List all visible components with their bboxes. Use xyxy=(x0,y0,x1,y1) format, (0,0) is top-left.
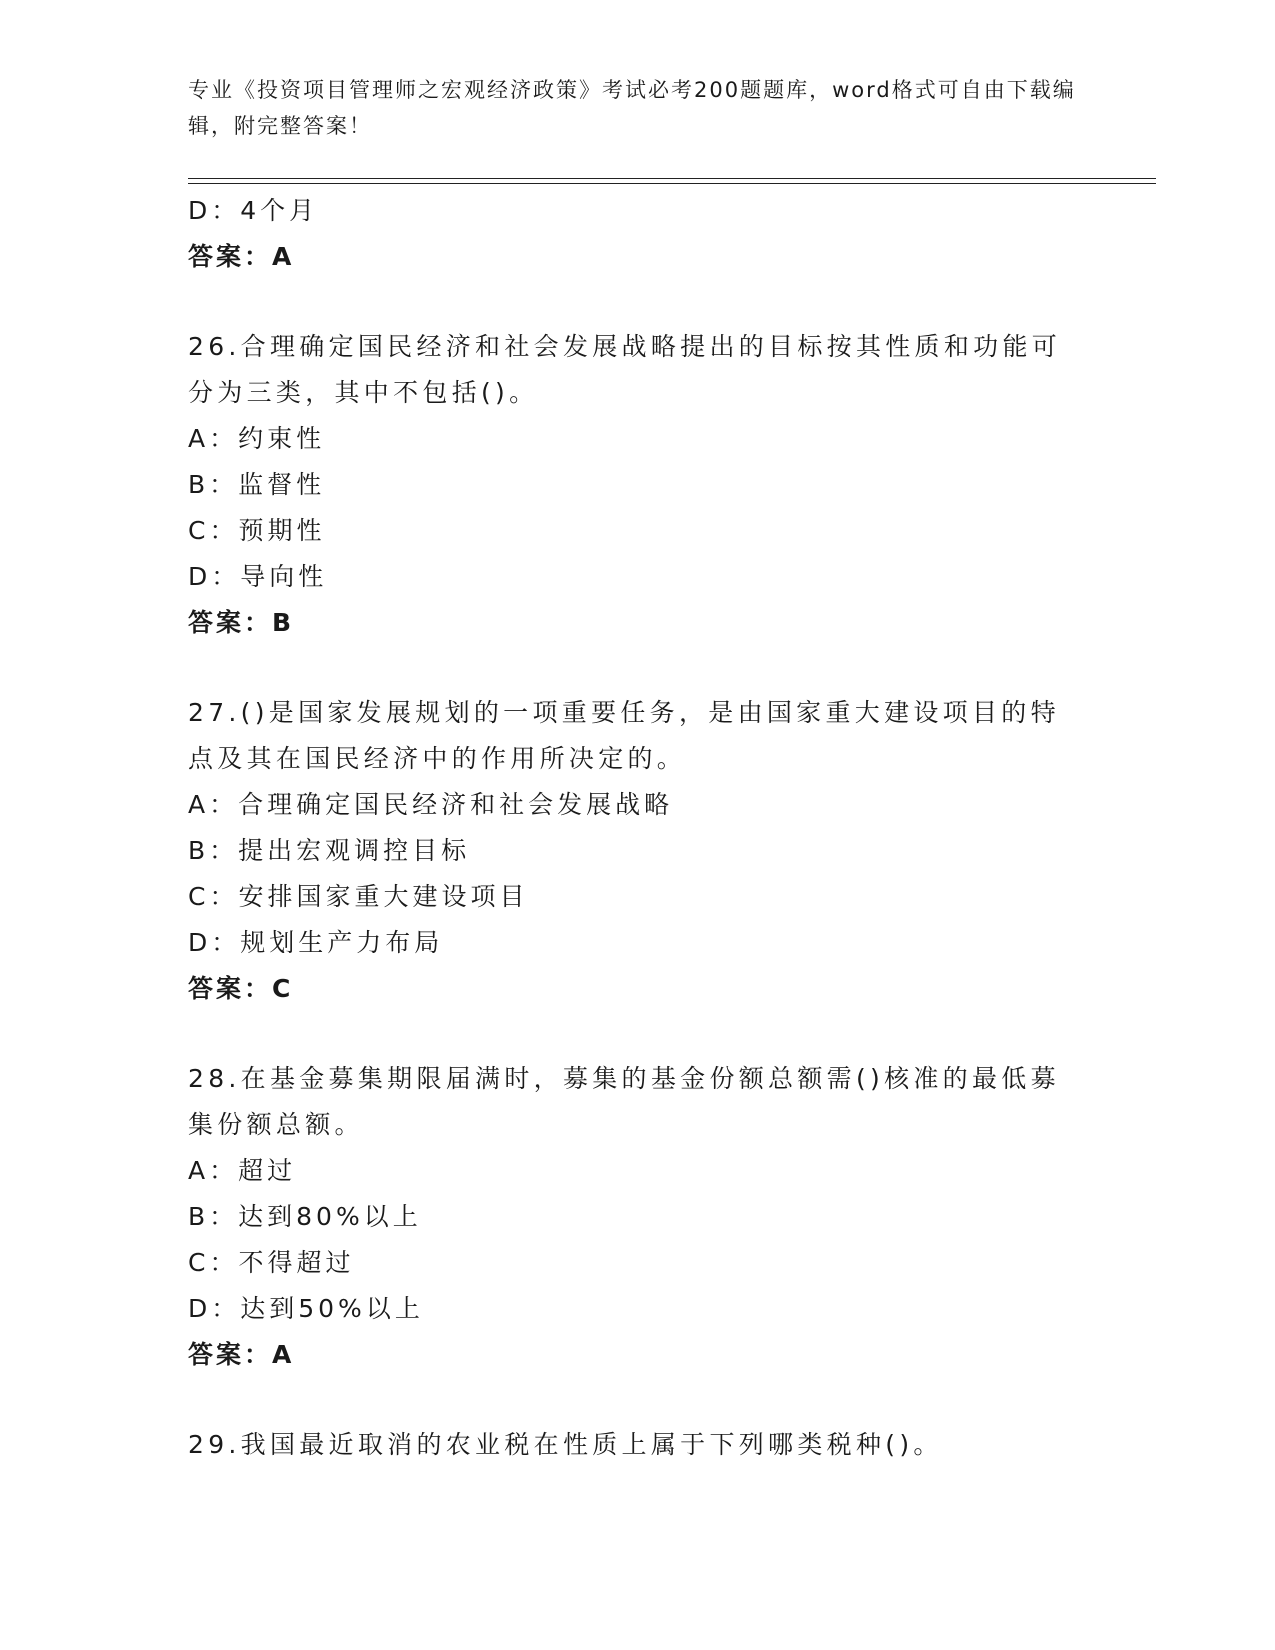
header-rule-top xyxy=(188,178,1156,179)
option-b: B：监督性 xyxy=(188,470,326,499)
option-b: B：提出宏观调控目标 xyxy=(188,836,471,865)
answer-line: 答案：A xyxy=(188,242,295,271)
header-rule-bottom xyxy=(188,183,1156,184)
option-a: A：约束性 xyxy=(188,424,326,453)
question-content xyxy=(188,188,1088,1468)
option-d: D：规划生产力布局 xyxy=(188,928,444,957)
answer-line: 答案：A xyxy=(188,1340,295,1369)
spacer xyxy=(188,280,1088,324)
option-c: C：不得超过 xyxy=(188,1248,355,1277)
question-text: 27.()是国家发展规划的一项重要任务，是由国家重大建设项目的特点及其在国民经济中的作用所决定的。 xyxy=(188,698,1060,773)
spacer xyxy=(188,1012,1088,1056)
document-header: 专业《投资项目管理师之宏观经济政策》考试必考200题题库，word格式可自由下载编辑，附完整答案！ xyxy=(188,78,1076,138)
answer-line: 答案：C xyxy=(188,974,294,1003)
option-d: D：导向性 xyxy=(188,562,328,591)
spacer xyxy=(188,646,1088,690)
option-c: C：安排国家重大建设项目 xyxy=(188,882,529,911)
option-d: D：达到50%以上 xyxy=(188,1294,424,1323)
option-a: A：合理确定国民经济和社会发展战略 xyxy=(188,790,674,819)
option-a: A：超过 xyxy=(188,1156,297,1185)
question-text: 29.我国最近取消的农业税在性质上属于下列哪类税种()。 xyxy=(188,1430,943,1459)
option-c: C：预期性 xyxy=(188,516,326,545)
question-text: 28.在基金募集期限届满时，募集的基金份额总额需()核准的最低募集份额总额。 xyxy=(188,1064,1060,1139)
spacer xyxy=(188,1378,1088,1422)
answer-line: 答案：B xyxy=(188,608,295,637)
question-text: 26.合理确定国民经济和社会发展战略提出的目标按其性质和功能可分为三类，其中不包括()。 xyxy=(188,332,1062,407)
option-d: D：4个月 xyxy=(188,196,319,225)
option-b: B：达到80%以上 xyxy=(188,1202,422,1231)
